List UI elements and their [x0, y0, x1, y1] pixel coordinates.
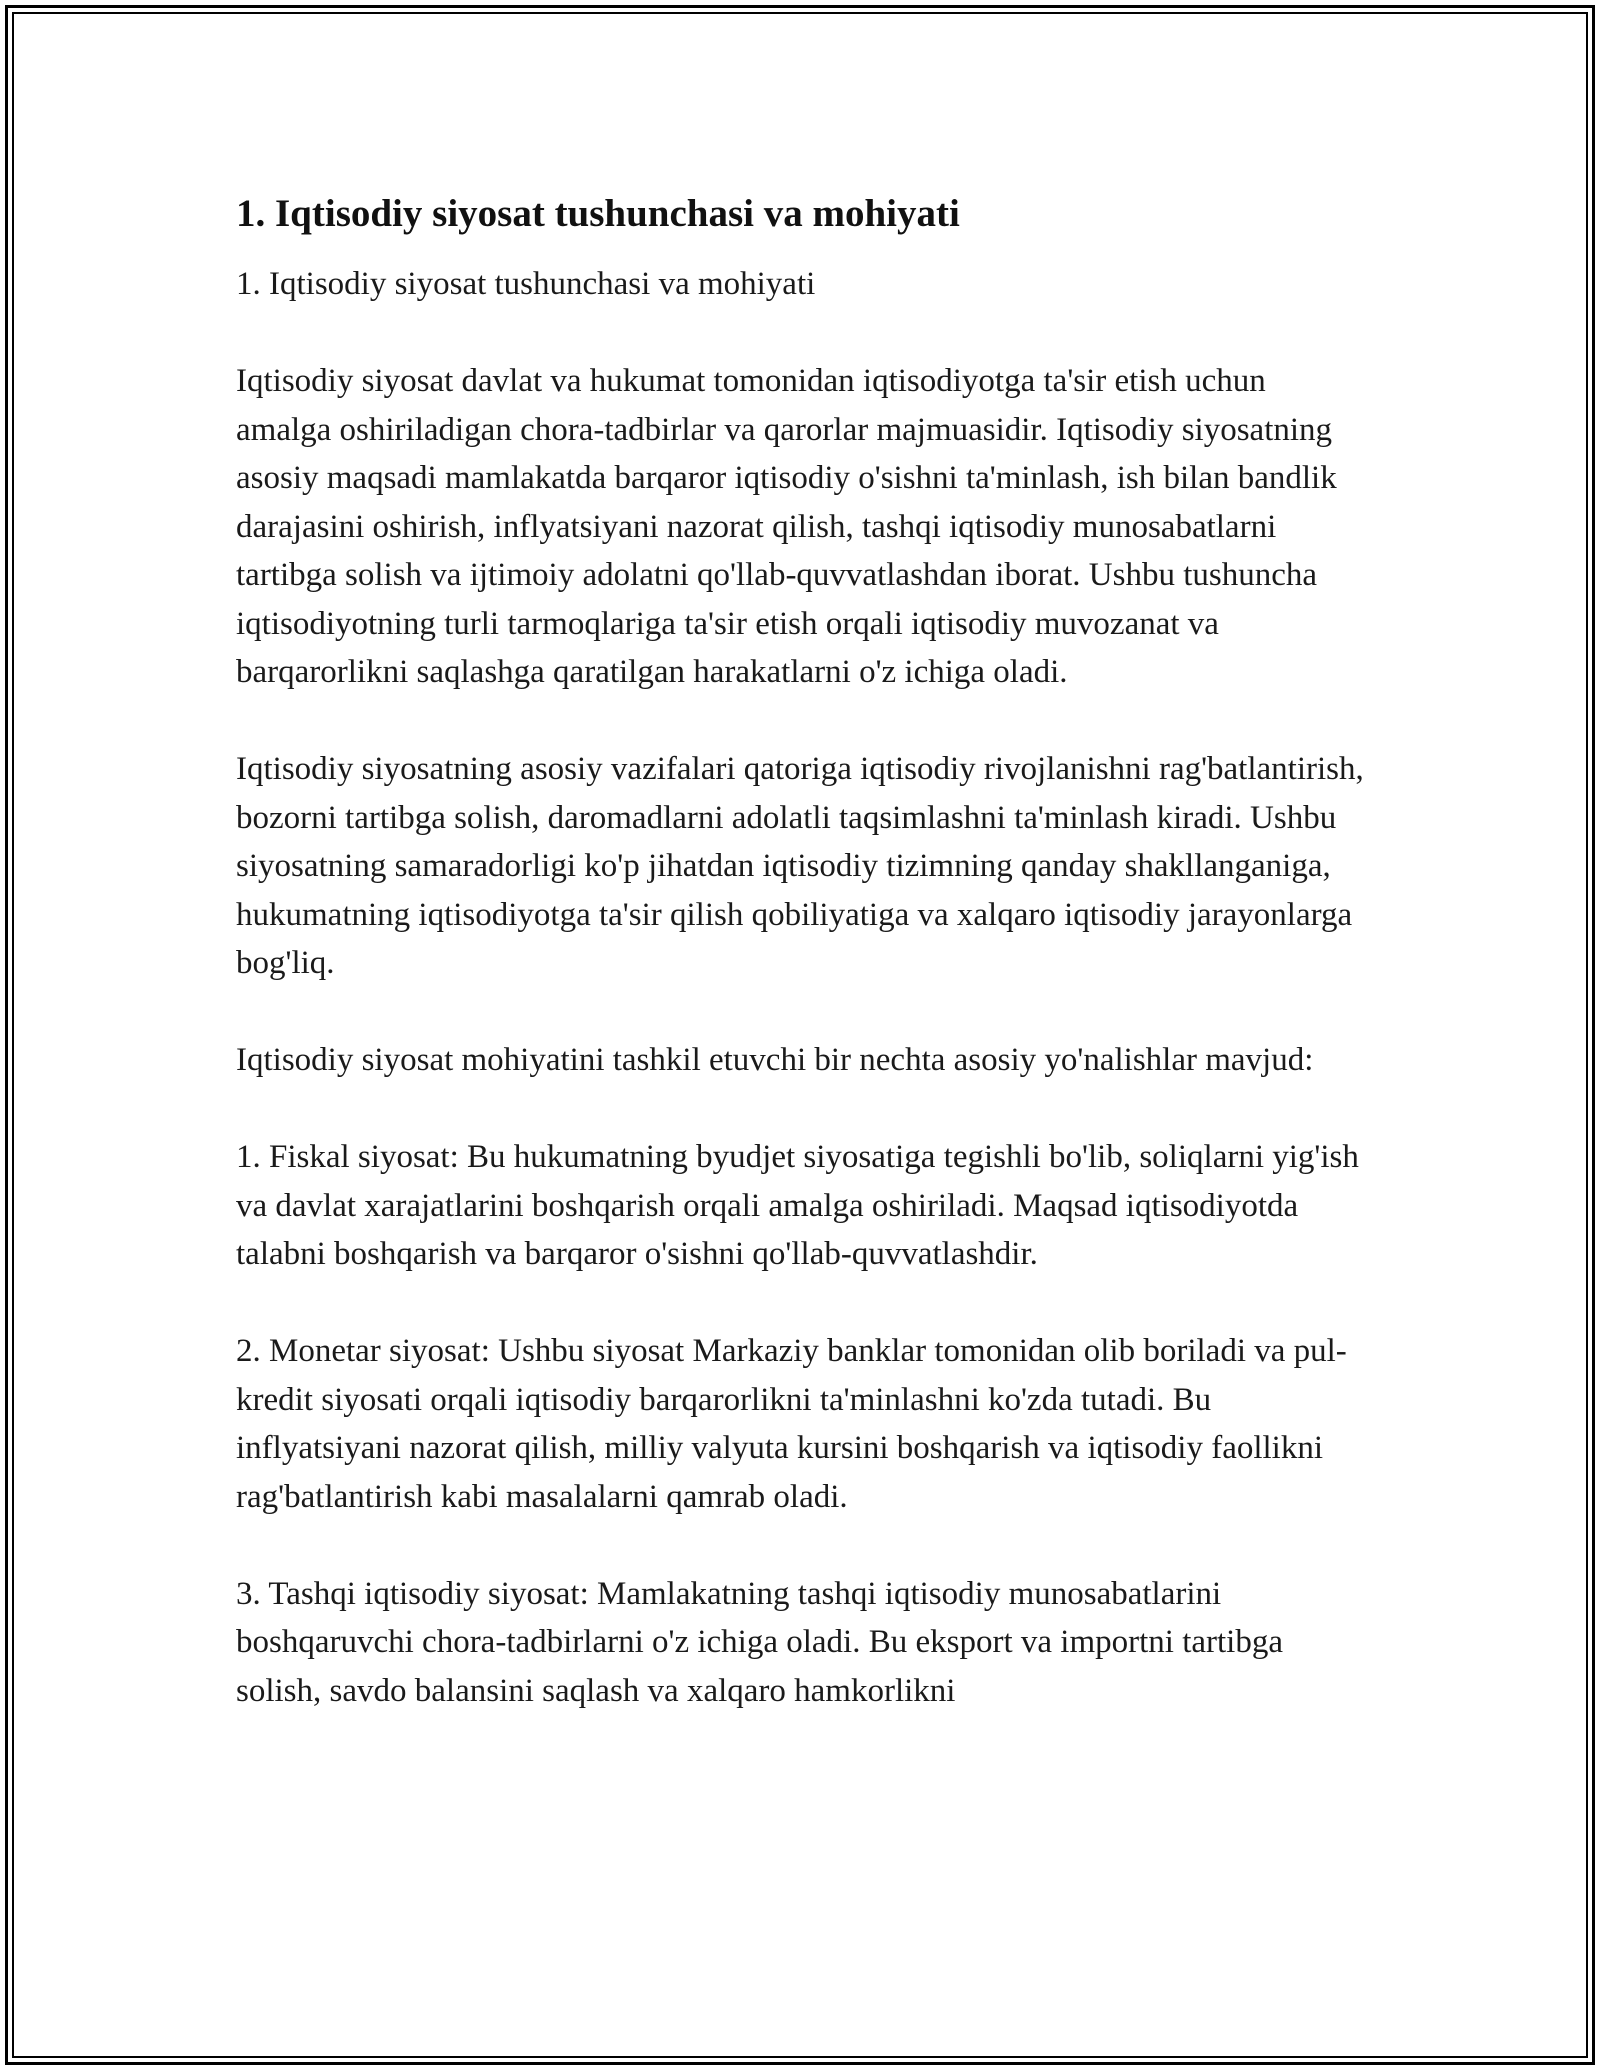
list-item-foreign-economic-policy: 3. Tashqi iqtisodiy siyosat: Mamlakatning tashqi iqtisodiy munosabatlarini boshqaruvchi chora-tadbirlarni o'z ichiga oladi. Bu eksport va importni tartibga solish, savdo balansini saqlash va xalqaro hamkorlikni	[236, 1575, 1283, 1709]
document-heading: 1. Iqtisodiy siyosat tushunchasi va mohiyati	[236, 192, 960, 235]
paragraph-tasks: Iqtisodiy siyosatning asosiy vazifalari qatoriga iqtisodiy rivojlanishni rag'batlantirish, bozorni tartibga solish, daromadlarni adolatli taqsimlashni ta'minlash kiradi. Ushbu siyosatning samaradorligi ko'p jihatdan iqtisodiy tizimning qanday shakllanganiga, hukumatning iqtisodiyotga ta'sir qilish qobiliyatiga va xalqaro iqtisodiy jarayonlarga bog'liq.	[236, 751, 1364, 981]
list-item-monetary-policy: 2. Monetar siyosat: Ushbu siyosat Markaziy banklar tomonidan olib boriladi va pul-kredit siyosati orqali iqtisodiy barqarorlikni ta'minlashni ko'zda tutadi. Bu inflyatsiyani nazorat qilish, milliy valyuta kursini boshqarish va iqtisodiy faollikni rag'batlantirish kabi masalalarni qamrab oladi.	[236, 1333, 1347, 1515]
paragraph-definition: Iqtisodiy siyosat davlat va hukumat tomonidan iqtisodiyotga ta'sir etish uchun amalga oshiriladigan chora-tadbirlar va qarorlar majmuasidir. Iqtisodiy siyosatning asosiy maqsadi mamlakatda barqaror iqtisodiy o'sishni ta'minlash, ish bilan bandlik darajasini oshirish, inflyatsiyani nazorat qilish, tashqi iqtisodiy munosabatlarni tartibga solish va ijtimoiy adolatni qo'llab-quvvatlashdan iborat. Ushbu tushuncha iqtisodiyotning turli tarmoqlariga ta'sir etish orqali iqtisodiy muvozanat va barqarorlikni saqlashga qaratilgan harakatlarni o'z ichiga oladi.	[236, 363, 1337, 690]
section-subtitle: 1. Iqtisodiy siyosat tushunchasi va mohiyati	[236, 266, 816, 302]
list-item-fiscal-policy: 1. Fiskal siyosat: Bu hukumatning byudjet siyosatiga tegishli bo'lib, soliqlarni yig'ish va davlat xarajatlarini boshqarish orqali amalga oshiriladi. Maqsad iqtisodiyotda talabni boshqarish va barqaror o'sishni qo'llab-quvvatlashdir.	[236, 1139, 1359, 1272]
paragraph-directions-intro: Iqtisodiy siyosat mohiyatini tashkil etuvchi bir nechta asosiy yo'nalishlar mavjud:	[236, 1042, 1314, 1078]
document-body	[236, 188, 1364, 1715]
